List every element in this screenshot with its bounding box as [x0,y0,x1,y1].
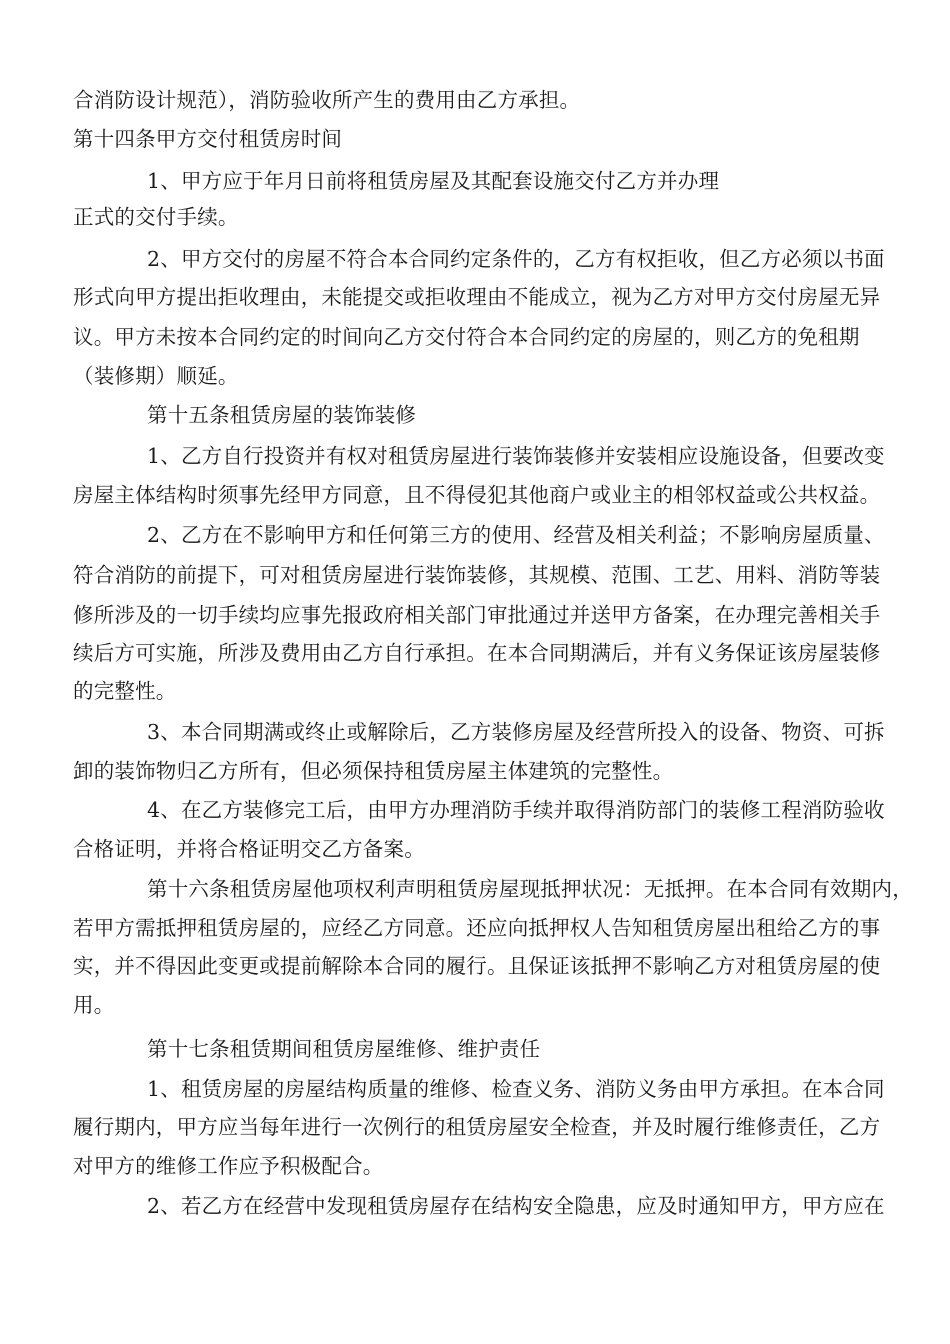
text-line: 4、在乙方装修完工后，由甲方办理消防手续并取得消防部门的装修工程消防验收 [147,798,885,822]
text-line: 履行期内，甲方应当每年进行一次例行的租赁房屋安全检查，并及时履行维修责任，乙方 [73,1115,881,1139]
text-line: 正式的交付手续。 [73,205,239,229]
text-line: 修所涉及的一切手续均应事先报政府相关部门审批通过并送甲方备案，在办理完善相关手 [73,603,881,627]
text-line: 用。 [73,993,115,1017]
text-line: 若甲方需抵押租赁房屋的，应经乙方同意。还应向抵押权人告知租赁房屋出租给乙方的事 [73,916,881,940]
text-line: 1、甲方应于年月日前将租赁房屋及其配套设施交付乙方并办理 [147,169,720,193]
text-line: 房屋主体结构时须事先经甲方同意，且不得侵犯其他商户或业主的相邻权益或公共权益。 [73,483,881,507]
section-heading: 第十五条租赁房屋的装饰装修 [147,403,417,427]
text-line: 形式向甲方提出拒收理由，未能提交或拒收理由不能成立，视为乙方对甲方交付房屋无异 [73,285,881,309]
text-line: 3、本合同期满或终止或解除后，乙方装修房屋及经营所投入的设备、物资、可拆 [147,720,885,744]
section-heading: 第十四条甲方交付租赁房时间 [73,127,343,151]
section-heading: 第十六条租赁房屋他项权利声明租赁房屋现抵押状况：无抵押。在本合同有效期内， [147,877,913,901]
text-line: 实，并不得因此变更或提前解除本合同的履行。且保证该抵押不影响乙方对租赁房屋的使 [73,954,881,978]
text-line: 续后方可实施，所涉及费用由乙方自行承担。在本合同期满后，并有义务保证该房屋装修 [73,641,881,665]
text-line: 2、若乙方在经营中发现租赁房屋存在结构安全隐患，应及时通知甲方，甲方应在 [147,1194,885,1218]
text-line: 1、租赁房屋的房屋结构质量的维修、检查义务、消防义务由甲方承担。在本合同 [147,1077,885,1101]
text-line: 对甲方的维修工作应予积极配合。 [73,1154,384,1178]
text-line: 2、乙方在不影响甲方和任何第三方的使用、经营及相关利益；不影响房屋质量、 [147,523,885,547]
text-line: 的完整性。 [73,679,177,703]
text-line: 卸的装饰物归乙方所有，但必须保持租赁房屋主体建筑的完整性。 [73,759,674,783]
text-line: 合格证明，并将合格证明交乙方备案。 [73,837,425,861]
text-line: （装修期）顺延。 [73,364,239,388]
section-heading: 第十七条租赁期间租赁房屋维修、维护责任 [147,1037,541,1061]
text-line: 符合消防的前提下，可对租赁房屋进行装饰装修，其规模、范围、工艺、用料、消防等装 [73,563,881,587]
text-line: 议。甲方未按本合同约定的时间向乙方交付符合本合同约定的房屋的，则乙方的免租期 [73,325,860,349]
text-line: 合消防设计规范），消防验收所产生的费用由乙方承担。 [73,88,581,112]
text-line: 1、乙方自行投资并有权对租赁房屋进行装饰装修并安装相应设施设备，但要改变 [147,444,885,468]
text-line: 2、甲方交付的房屋不符合本合同约定条件的，乙方有权拒收，但乙方必须以书面 [147,247,885,271]
